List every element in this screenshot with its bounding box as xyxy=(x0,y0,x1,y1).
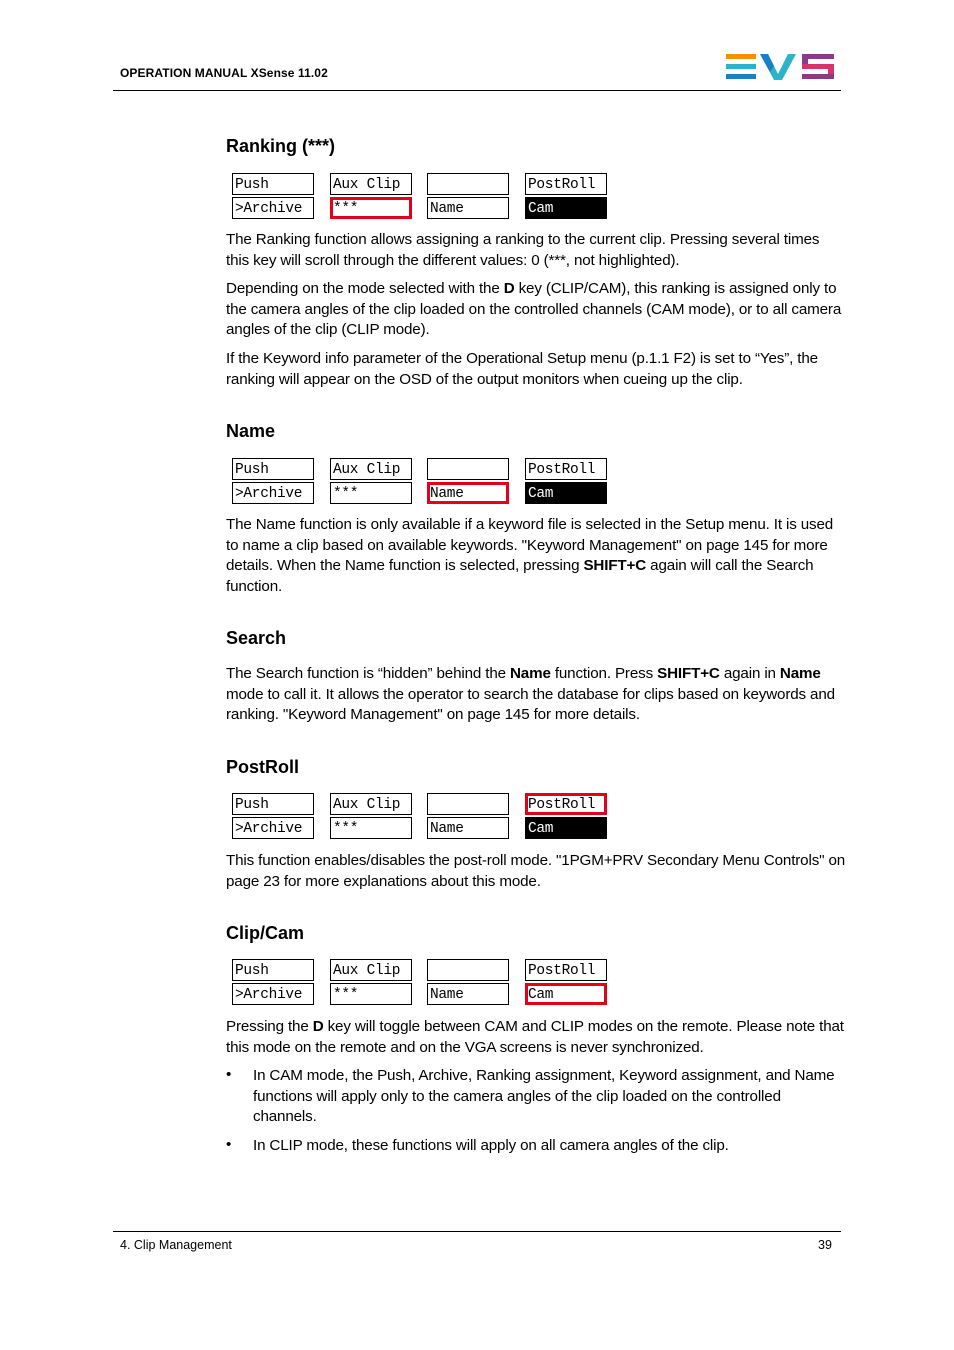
heading-postroll: PostRoll xyxy=(226,757,300,777)
key-label-bottom: Name xyxy=(427,197,509,219)
key-label-bottom: Name xyxy=(427,983,509,1005)
heading-search: Search xyxy=(226,628,287,648)
key-label-top: Aux Clip xyxy=(330,793,412,815)
key-label-bottom: Cam xyxy=(525,482,607,504)
ranking-paragraph-3: If the Keyword info parameter of the Operational Setup menu (p.1.1 F2) is set to “Yes”, the ranking will appear on the OSD of the output monitors when cueing up the clip. xyxy=(226,350,818,388)
key-label-top: Push xyxy=(232,458,314,480)
key-label-bottom: >Archive xyxy=(232,197,314,219)
key-label-top: Aux Clip xyxy=(330,173,412,195)
bullet-marker: • xyxy=(226,1066,232,1083)
key-auxclip-ranking xyxy=(330,173,412,221)
key-row-ranking xyxy=(232,173,612,223)
text-run: key will toggle between CAM and CLIP modes on the remote. Please note that this mode on the remote and on the VGA screens is never synchronized. xyxy=(226,1018,844,1056)
key-label-top: PostRoll xyxy=(525,173,607,195)
key-label-top: Push xyxy=(232,959,314,981)
key-label-top-highlighted: PostRoll xyxy=(525,793,607,815)
key-label-top xyxy=(427,793,509,815)
ranking-paragraph-2 xyxy=(226,279,846,341)
key-postroll-cam xyxy=(525,173,607,221)
name-paragraph-1 xyxy=(226,515,846,597)
text-run: key (CLIP/CAM), this ranking is assigned only to the camera angles of the clip loaded on the controlled channels (CAM mode), or to all camera angles of the clip (CLIP mode). xyxy=(226,280,842,338)
key-label-bottom: *** xyxy=(330,817,412,839)
key-label-bottom: >Archive xyxy=(232,983,314,1005)
bold-run: D xyxy=(312,1018,324,1035)
key-row-clipcam xyxy=(232,959,612,1009)
key-name xyxy=(427,173,509,221)
text-run: function. Press xyxy=(550,665,658,682)
key-name xyxy=(427,793,509,841)
key-label-top xyxy=(427,458,509,480)
key-push-archive xyxy=(232,959,314,1007)
text-run: mode to call it. It allows the operator to search the database for clips based on keywords and ranking. "Keyword Management" on page 145 for more details. xyxy=(226,685,835,723)
key-push-archive xyxy=(232,458,314,506)
text-run: again will call the Search function. xyxy=(226,557,814,595)
key-name xyxy=(427,458,509,506)
key-postroll-cam xyxy=(525,458,607,506)
key-row-name xyxy=(232,458,612,508)
document-header-title: OPERATION MANUAL XSense 11.02 xyxy=(120,66,328,80)
postroll-paragraph-1: This function enables/disables the post-roll mode. "1PGM+PRV Secondary Menu Controls" on page 23 for more explanations about this mode. xyxy=(226,852,846,890)
key-label-top: Push xyxy=(232,793,314,815)
text-run: The Search function is “hidden” behind the xyxy=(226,665,510,682)
footer-rule xyxy=(113,1231,841,1232)
key-label-bottom: *** xyxy=(330,482,412,504)
key-label-bottom: *** xyxy=(330,983,412,1005)
header-rule xyxy=(113,90,841,91)
text-run: Pressing the xyxy=(226,1018,313,1035)
ranking-paragraph-1: The Ranking function allows assigning a ranking to the current clip. Pressing several times this key will scroll through the different values: 0 (***, not highlighted). xyxy=(226,231,820,269)
key-label-bottom: Cam xyxy=(525,817,607,839)
bullet-item-clip-mode: In CLIP mode, these functions will apply on all camera angles of the clip. xyxy=(253,1137,729,1154)
bold-run: SHIFT+C xyxy=(583,557,647,574)
key-label-bottom-highlighted: Name xyxy=(427,482,509,504)
key-auxclip-ranking xyxy=(330,959,412,1007)
key-postroll-cam xyxy=(525,793,607,841)
bullet-marker: • xyxy=(226,1136,232,1153)
key-label-top xyxy=(427,959,509,981)
key-label-bottom: Name xyxy=(427,817,509,839)
evs-logo xyxy=(724,52,836,82)
key-push-archive xyxy=(232,173,314,221)
text-run: Depending on the mode selected with the xyxy=(226,280,504,297)
footer-page-number: 39 xyxy=(818,1238,832,1252)
bold-run: D xyxy=(503,280,515,297)
footer-chapter: 4. Clip Management xyxy=(120,1238,232,1252)
key-label-bottom: >Archive xyxy=(232,482,314,504)
bold-run: SHIFT+C xyxy=(657,665,720,682)
key-label-bottom: >Archive xyxy=(232,817,314,839)
search-paragraph-1 xyxy=(226,664,846,726)
text-run: again in xyxy=(719,665,780,682)
key-auxclip-ranking xyxy=(330,793,412,841)
key-label-bottom: Cam xyxy=(525,197,607,219)
key-label-top xyxy=(427,173,509,195)
key-row-postroll xyxy=(232,793,612,843)
bold-run: Name xyxy=(509,665,551,682)
bullet-item-cam-mode: In CAM mode, the Push, Archive, Ranking assignment, Keyword assignment, and Name functions will apply only to the camera angles of the clip loaded on the controlled channels. xyxy=(253,1067,835,1125)
key-name xyxy=(427,959,509,1007)
key-label-top: PostRoll xyxy=(525,458,607,480)
key-auxclip-ranking xyxy=(330,458,412,506)
heading-ranking: Ranking (***) xyxy=(226,136,336,156)
text-run: The Name function is only available if a keyword file is selected in the Setup menu. It is used to name a clip based on available keywords. "Keyword Management" on page 145 for more details. When the Name function is selected, pressing xyxy=(226,516,834,574)
heading-name: Name xyxy=(226,421,276,441)
key-label-bottom-highlighted: *** xyxy=(330,197,412,219)
key-label-bottom-highlighted: Cam xyxy=(525,983,607,1005)
clipcam-paragraph-1 xyxy=(226,1017,846,1058)
key-push-archive xyxy=(232,793,314,841)
heading-clipcam: Clip/Cam xyxy=(226,923,305,943)
bold-run: Name xyxy=(779,665,821,682)
key-postroll-cam xyxy=(525,959,607,1007)
key-label-top: Push xyxy=(232,173,314,195)
key-label-top: Aux Clip xyxy=(330,959,412,981)
key-label-top: PostRoll xyxy=(525,959,607,981)
key-label-top: Aux Clip xyxy=(330,458,412,480)
